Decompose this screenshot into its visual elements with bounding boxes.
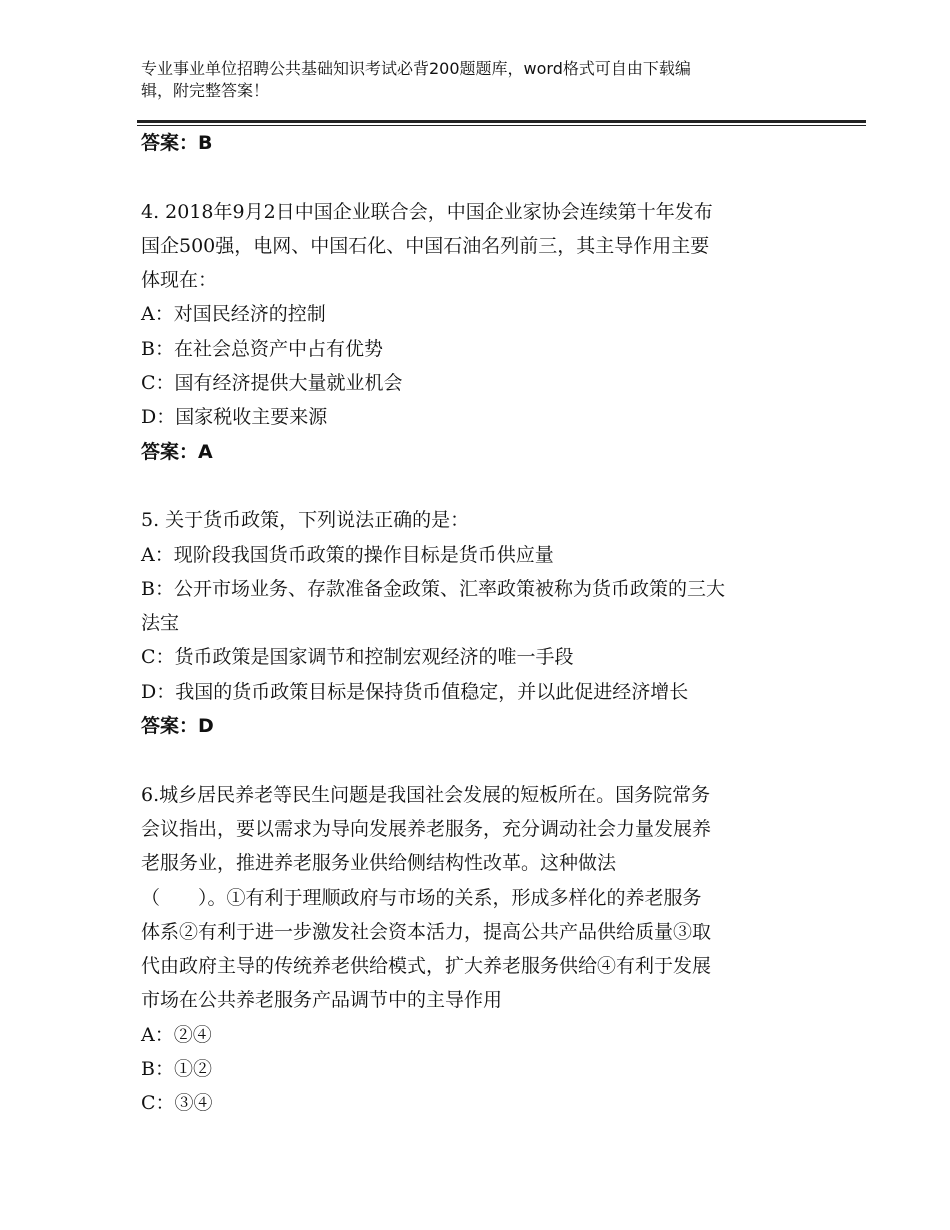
- question-stem-line: （ ）。①有利于理顺政府与市场的关系，形成多样化的养老服务: [141, 886, 702, 909]
- answer-line: 答案：D: [141, 715, 214, 738]
- answer-line: 答案：A: [141, 440, 213, 463]
- question-stem-line: 6.城乡居民养老等民生问题是我国社会发展的短板所在。国务院常务: [141, 783, 711, 806]
- spacer: [141, 469, 811, 503]
- question-stem-line: 市场在公共养老服务产品调节中的主导作用: [141, 989, 503, 1012]
- question-stem-line: 会议指出，要以需求为导向发展养老服务，充分调动社会力量发展养: [141, 817, 712, 840]
- header-line: 专业事业单位招聘公共基础知识考试必背200题题库，word格式可自由下载编: [141, 59, 691, 78]
- question-stem-line: 老服务业，推进养老服务业供给侧结构性改革。这种做法: [141, 852, 617, 875]
- option-b-continued: 法宝: [141, 612, 180, 635]
- question-stem-line: 国企500强，电网、中国石化、中国石油名列前三，其主导作用主要: [141, 234, 710, 257]
- option-a: A：对国民经济的控制: [141, 303, 326, 326]
- question-block: [141, 778, 811, 1121]
- option-c: C：③④: [141, 1092, 213, 1115]
- option-a: A：②④: [141, 1023, 212, 1046]
- option-c: C：货币政策是国家调节和控制宏观经济的唯一手段: [141, 646, 574, 669]
- question-stem-line: 4. 2018年9月2日中国企业联合会，中国企业家协会连续第十年发布: [141, 200, 713, 223]
- option-a: A：现阶段我国货币政策的操作目标是货币供应量: [141, 543, 554, 566]
- spacer: [141, 743, 811, 777]
- option-b: B：①②: [141, 1058, 212, 1081]
- header-divider-thick: [137, 120, 866, 123]
- option-b: B：公开市场业务、存款准备金政策、汇率政策被称为货币政策的三大: [141, 577, 725, 600]
- question-stem-line: 5. 关于货币政策，下列说法正确的是：: [141, 509, 470, 532]
- page-header: [141, 58, 801, 102]
- answer-line: 答案：B: [141, 132, 213, 154]
- spacer: [141, 160, 811, 194]
- option-d: D：国家税收主要来源: [141, 406, 328, 429]
- header-line: 辑，附完整答案！: [141, 81, 270, 100]
- question-stem-line: 体现在：: [141, 269, 218, 292]
- question-block: [141, 503, 811, 743]
- option-c: C：国有经济提供大量就业机会: [141, 372, 403, 395]
- question-list: [141, 126, 811, 1121]
- option-d: D：我国的货币政策目标是保持货币值稳定，并以此促进经济增长: [141, 680, 689, 703]
- question-block: [141, 195, 811, 469]
- option-b: B：在社会总资产中占有优势: [141, 337, 383, 360]
- question-stem-line: 代由政府主导的传统养老供给模式，扩大养老服务供给④有利于发展: [141, 955, 712, 978]
- question-stem-line: 体系②有利于进一步激发社会资本活力，提高公共产品供给质量③取: [141, 920, 712, 943]
